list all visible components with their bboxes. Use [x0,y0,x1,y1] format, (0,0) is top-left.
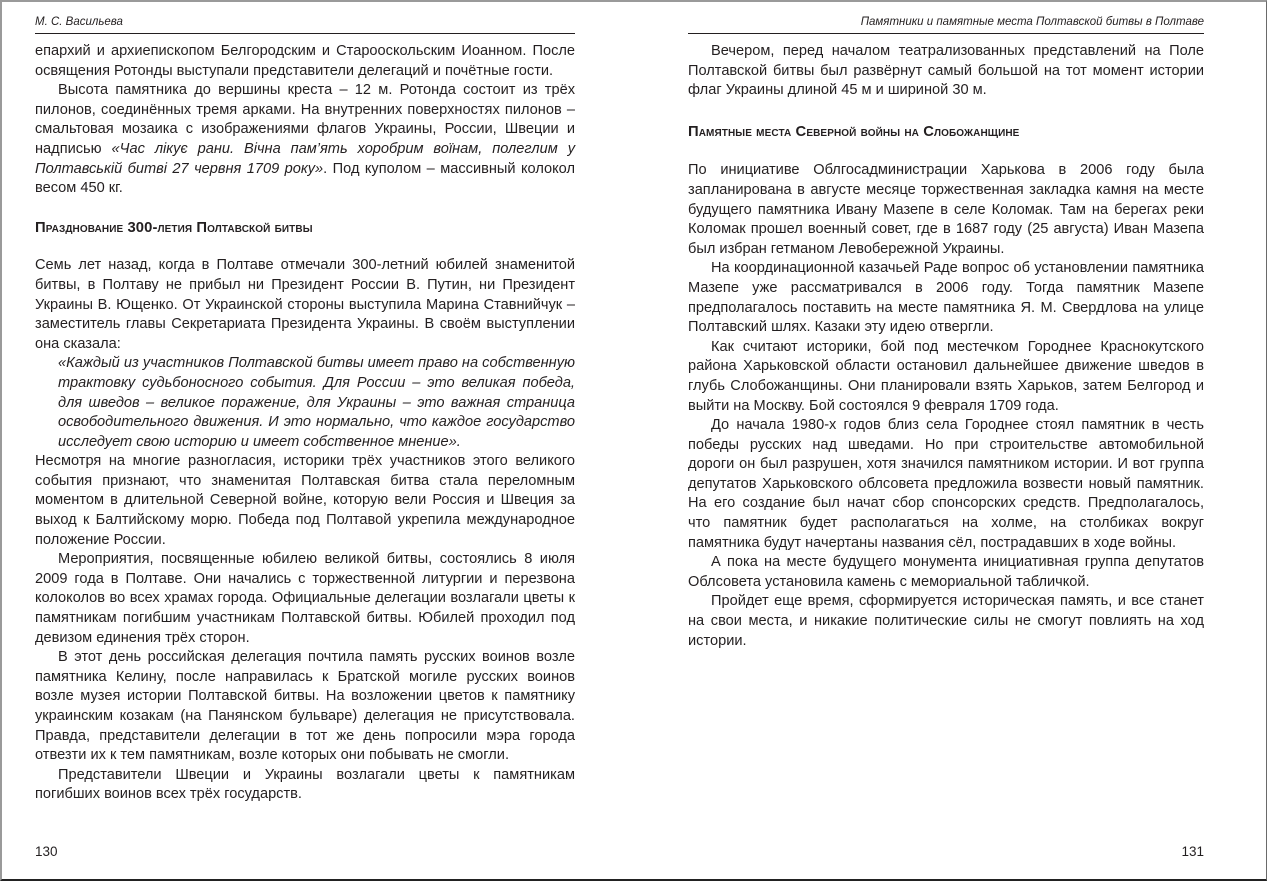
paragraph-text: . Под куполом – массивный колокол весом 450 кг. [35,160,575,197]
right-page [688,0,1204,881]
paragraph: Пройдет еще время, сформируется историческая память, и все станет на свои места, и никакие политические силы не смогут повлиять на ход истории. [688,593,1204,649]
left-running-head: М. С. Васильева [35,15,575,34]
paragraph: В этот день российская делегация почтила память русских воинов возле памятника Келину, после направилась к Братской могиле русских воинов возле музея истории Полтавской битвы. На возложении цветов к памятнику украинским козакам (на Панянском бульваре) делегация не присутствовала. Правда, представители делегации в тот же день попросили мэра города отвезти их к тем памятникам, возле которых они побывать не смогли. [35,649,575,764]
paragraph: епархий и архиепископом Белгородским и Старооскольским Иоанном. После освящения Ротонды выступали представители делегаций и почётные гости. [35,43,575,79]
left-page [35,0,575,881]
paragraph: Представители Швеции и Украины возлагали цветы к памятникам погибших воинов всех трёх государств. [35,766,575,803]
section-title: Празднование 300-летия Полтавской битвы [35,219,313,236]
paragraph: По инициативе Облгосадминистрации Харькова в 2006 году была запланирована в августе месяце торжественная закладка камня на месте будущего памятника Ивану Мазепе в селе Коломак. Там на берегах реки Коломак прошел военный совет, где в 1687 году (25 августа) Иван Мазепа был избран гетманом Левобережной Украины. [688,162,1204,257]
left-page-body [35,42,575,805]
right-running-head: Памятники и памятные места Полтавской битвы в Полтаве [688,15,1204,34]
inscription-quote: «Час лікує рани. Вічна пам’ять хоробрим воїнам, полеглим у Полтавській битві 27 червня 1709 року» [35,140,575,177]
paragraph: Несмотря на многие разногласия, историки трёх участников этого великого события признают, что знаменитая Полтавская битва стала переломным моментом в длительной Северной войне, которую вели Россия и Швеция за выход к Балтийскому морю. Победа под Полтавой укрепила международное положение России. [35,453,575,548]
paragraph: Вечером, перед началом театрализованных представлений на Поле Полтавской битвы был развёрнут самый большой на тот момент истории флаг Украины длиной 45 м и шириной 30 м. [688,43,1204,99]
paragraph: А пока на месте будущего монумента инициативная группа депутатов Облсовета установила камень с мемориальной табличкой. [688,554,1204,590]
paragraph: До начала 1980-х годов близ села Городнее стоял памятник в честь победы русских над шведами. Но при строительстве автомобильной дороги он был разрушен, хотя значился памятником истории. И вот группа депутатов Харьковского облсовета предложила возвести новый памятник. На его создание был начат сбор спонсорских средств. Предполагалось, что памятник будет располагаться на холме, на столбиках вокруг памятника будут начертаны названия сёл, пострадавших в ходе войны. [688,417,1204,551]
section-title: Памятные места Северной войны на Слобожанщине [688,123,1020,140]
paragraph: Мероприятия, посвященные юбилею великой битвы, состоялись 8 июля 2009 года в Полтаве. Они начались с торжественной литургии и перезвона колоколов во всех храмах города. Официальные делегации возлагали цветы к памятникам погибшим участникам Полтавской битвы. Юбилей проходил под девизом единения трёх сторон. [35,551,575,646]
paragraph: Как считают историки, бой под местечком Городнее Краснокутского района Харьковской области остановил дальнейшее движение шведов в глубь Слобожанщины. Они планировали взять Харьков, затем Белгород и выйти на Москву. Бой состоялся 9 февраля 1709 года. [688,338,1204,414]
paragraph: Семь лет назад, когда в Полтаве отмечали 300-летний юбилей знаменитой битвы, в Полтаву не прибыл ни Президент России В. Путин, ни Президент Украины В. Ющенко. От Украинской стороны выступила Марина Ставнийчук – заместитель главы Секретариата Президента Украины. В своём выступлении она сказала: [35,257,575,352]
page-number: 130 [35,844,58,859]
page-number: 131 [1181,844,1204,859]
paragraph [35,81,575,199]
paragraph-text: Высота памятника до вершины креста – 12 м. Ротонда состоит из трёх пилонов, соединённых тремя арками. На внутренних поверхностях пилонов – смальтовая мозаика с изображениями флагов Украины, России, Швеции и надписью [35,82,575,157]
right-page-body [688,42,1204,651]
blockquote: «Каждый из участников Полтавской битвы имеет право на собственную трактовку судьбоносного события. Для России – это великая победа, для шведов – великое поражение, для Украины – это важная страница освободительного движения. И это нормально, что каждое государство исследует свою историю и имеет собственное мнение». [58,355,575,450]
paragraph: На координационной казачьей Раде вопрос об установлении памятника Мазепе уже рассматривался в 2006 году. Тогда памятник Мазепе предполагалось поставить на месте памятника Я. М. Свердлова на улице Полтавский шлях. Казаки эту идею отвергли. [688,260,1204,336]
